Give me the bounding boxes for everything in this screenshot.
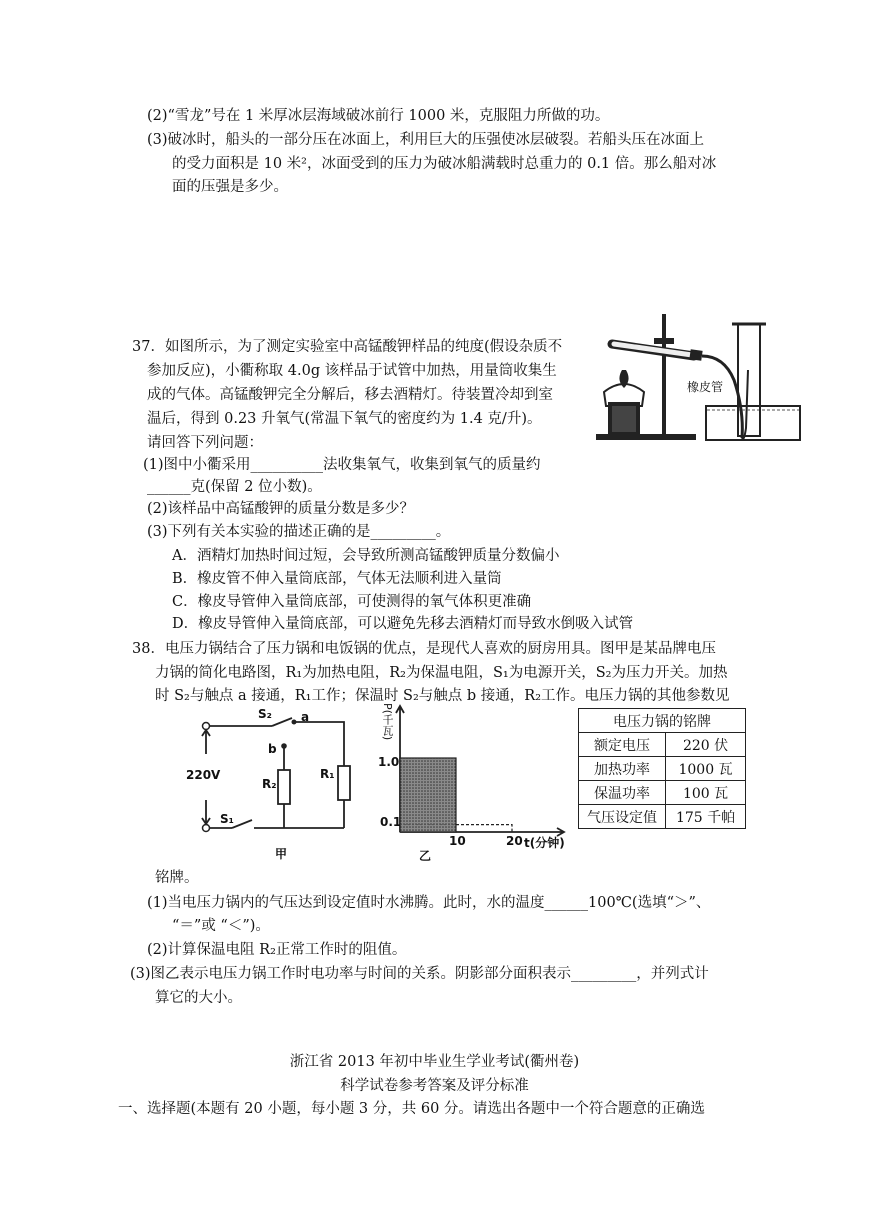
resistor-r1-label: R₁: [320, 767, 335, 781]
nameplate-value: 1000 瓦: [666, 757, 746, 781]
switch-s2-label: S₂: [258, 707, 272, 721]
q36-part2: (2)“雪龙”号在 1 米厚冰层海域破冰前行 1000 米，克服阻力所做的功。: [147, 108, 610, 124]
x-axis-label: t(分钟): [524, 836, 565, 850]
q38-stem-line4: 铭牌。: [155, 870, 199, 886]
nameplate-title-row: [579, 709, 746, 733]
contact-b-label: b: [268, 742, 277, 756]
q37-stem-line3: 成的气体。高锰酸钾完全分解后，移去酒精灯。待装置冷却到室: [147, 387, 553, 403]
q37-stem-line1: 37．如图所示，为了测定实验室中高锰酸钾样品的纯度(假设杂质不: [132, 339, 563, 355]
answer-title-line2: 科学试卷参考答案及评分标准: [340, 1078, 529, 1094]
nameplate-value: 175 千帕: [666, 805, 746, 829]
q38-sub3-line1: (3)图乙表示电压力锅工作时电功率与时间的关系。阴影部分面积表示_________，并列式计: [130, 966, 709, 982]
answer-title-line1: 浙江省 2013 年初中毕业生学业考试(衢州卷): [289, 1054, 580, 1070]
q37-option-a: A．酒精灯加热时间过短，会导致所测高锰酸钾质量分数偏小: [172, 548, 560, 564]
y-tick-1-0: 1.0: [378, 755, 400, 769]
nameplate-value: 100 瓦: [666, 781, 746, 805]
power-step-keepwarm: [456, 825, 512, 832]
q38-sub1-line2: “＝”或 “＜”)。: [172, 918, 270, 934]
q38-sub1-line1: (1)当电压力锅内的气压达到设定值时水沸腾。此时，水的温度______100℃(选填“＞”、: [147, 895, 711, 911]
q38-stem-line2: 力锅的简化电路图，R₁为加热电阻，R₂为保温电阻，S₁为电源开关，S₂为压力开关。加热: [155, 665, 728, 681]
x-tick-10: 10: [449, 834, 466, 848]
q37-option-d: D．橡皮导管伸入量筒底部，可以避免先移去酒精灯而导致水倒吸入试管: [172, 616, 634, 632]
power-bar-heating: [400, 758, 456, 832]
q37-sub3: (3)下列有关本实验的描述正确的是_________。: [147, 524, 451, 540]
q36-part3-line1: (3)破冰时，船头的一部分压在冰面上，利用巨大的压强使冰层破裂。若船头压在冰面上: [147, 132, 705, 148]
q36-part3-line3: 面的压强是多少。: [172, 179, 288, 195]
resistor-r2-label: R₂: [262, 777, 277, 791]
q38-sub2: (2)计算保温电阻 R₂正常工作时的阻值。: [147, 942, 407, 958]
graph-caption: 乙: [419, 849, 432, 863]
voltage-label: 220V: [186, 768, 221, 782]
q37-stem-line4: 温后，得到 0.23 升氧气(常温下氧气的密度约为 1.4 克/升)。: [147, 411, 542, 427]
q37-sub1-line2: ______克(保留 2 位小数)。: [147, 479, 322, 495]
q38-stem-line1: 38．电压力锅结合了压力锅和电饭锅的优点，是现代人喜欢的厨房用具。图甲是某品牌电压: [132, 641, 716, 657]
table-row: [579, 805, 746, 829]
table-row: [579, 733, 746, 757]
nameplate-value: 220 伏: [666, 733, 746, 757]
contact-a-label: a: [301, 710, 310, 724]
table-row: [579, 757, 746, 781]
table-row: [579, 781, 746, 805]
q37-option-b: B．橡皮管不伸入量筒底部，气体无法顺利进入量筒: [172, 571, 502, 587]
nameplate-table: [578, 708, 746, 829]
y-tick-0-1: 0.1: [380, 815, 402, 829]
nameplate-key: 保温功率: [579, 781, 666, 805]
circuit-caption: 甲: [275, 847, 288, 861]
q37-stem-line5: 请回答下列问题：: [147, 435, 263, 451]
x-tick-20: 20: [506, 834, 523, 848]
q38-sub3-line2: 算它的大小。: [155, 990, 242, 1006]
q37-sub2: (2)该样品中高锰酸钾的质量分数是多少？: [147, 501, 415, 517]
rubber-tube-label: 橡皮管: [687, 380, 724, 394]
answer-section-one: 一、选择题(本题有 20 小题，每小题 3 分，共 60 分。请选出各题中一个符合题意的正确选: [118, 1101, 705, 1117]
q37-sub1-line1: (1)图中小衢采用__________法收集氧气，收集到氧气的质量约: [143, 457, 541, 473]
q37-stem-line2: 参加反应)，小衢称取 4.0g 该样品于试管中加热，用量筒收集生: [147, 363, 557, 379]
nameplate-title: 电压力锅的铭牌: [579, 709, 746, 733]
nameplate-key: 加热功率: [579, 757, 666, 781]
q38-stem-line3: 时 S₂与触点 a 接通，R₁工作；保温时 S₂与触点 b 接通，R₂工作。电压力锅的其他参数见: [155, 688, 730, 704]
q36-part3-line2: 的受力面积是 10 米²，冰面受到的压力为破冰船满载时总重力的 0.1 倍。那么船对冰: [172, 156, 717, 172]
q37-option-c: C．橡皮导管伸入量筒底部，可使测得的氧气体积更准确: [172, 594, 532, 610]
nameplate-key: 气压设定值: [579, 805, 666, 829]
switch-s1-label: S₁: [220, 812, 234, 826]
nameplate-key: 额定电压: [579, 733, 666, 757]
y-axis-label: P(千瓦): [381, 703, 394, 741]
